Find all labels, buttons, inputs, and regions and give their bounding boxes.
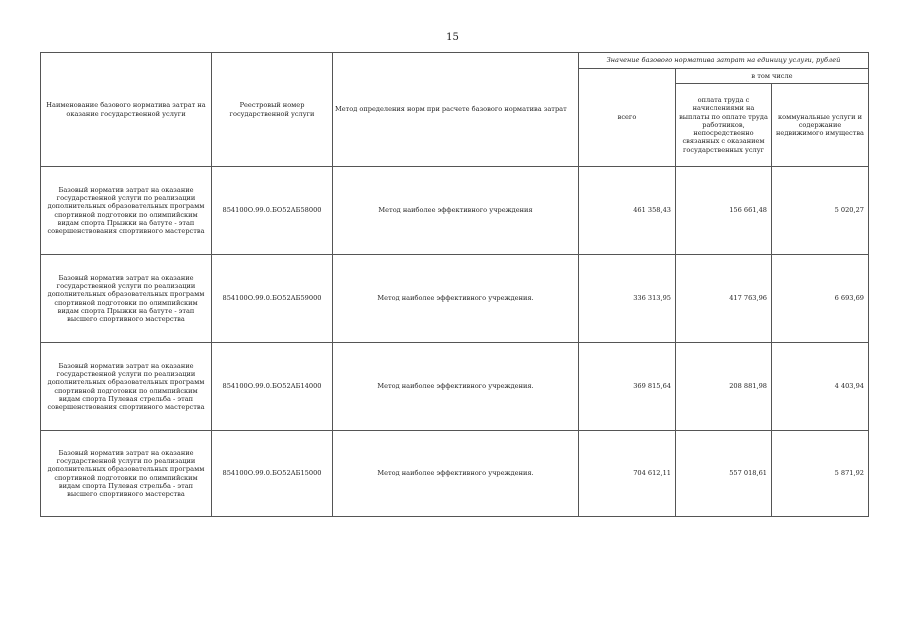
header-method: Метод определения норм при расчете базового норматива затрат	[333, 53, 579, 167]
row-method: Метод наиболее эффективного учреждения.	[333, 431, 579, 517]
row-method: Метод наиболее эффективного учреждения	[333, 167, 579, 255]
row-utilities: 5 871,92	[772, 431, 869, 517]
row-registry-number: 854100О.99.0.БО52АБ59000	[212, 255, 333, 343]
row-name: Базовый норматив затрат на оказание государственной услуги по реализации дополнительных образовательных программ спортивной подготовки по олимпийским видам спорта Пулевая стрельба - этап совершенствования спортивного мастерства	[41, 343, 212, 431]
header-total: всего	[579, 69, 676, 167]
table-row	[41, 431, 869, 517]
header-including: в том числе	[676, 69, 869, 84]
row-registry-number: 854100О.99.0.БО52АБ14000	[212, 343, 333, 431]
row-name: Базовый норматив затрат на оказание государственной услуги по реализации дополнительных образовательных программ спортивной подготовки по олимпийским видам спорта Прыжки на батуте - этап высшего спортивного мастерства	[41, 255, 212, 343]
row-method: Метод наиболее эффективного учреждения.	[333, 255, 579, 343]
row-utilities: 5 020,27	[772, 167, 869, 255]
row-utilities: 6 693,69	[772, 255, 869, 343]
row-utilities: 4 403,94	[772, 343, 869, 431]
row-salary: 208 881,98	[676, 343, 772, 431]
header-name: Наименование базового норматива затрат на оказание государственной услуги	[41, 53, 212, 167]
header-registry-number: Реестровый номер государственной услуги	[212, 53, 333, 167]
row-salary: 417 763,96	[676, 255, 772, 343]
row-name: Базовый норматив затрат на оказание государственной услуги по реализации дополнительных образовательных программ спортивной подготовки по олимпийским видам спорта Прыжки на батуте - этап совершенствования спортивного мастерства	[41, 167, 212, 255]
row-total: 369 815,64	[579, 343, 676, 431]
row-method: Метод наиболее эффективного учреждения.	[333, 343, 579, 431]
cost-norms-table	[40, 52, 869, 517]
row-registry-number: 854100О.99.0.БО52АБ15000	[212, 431, 333, 517]
table-row	[41, 343, 869, 431]
page-number: 15	[446, 32, 459, 43]
row-salary: 156 661,48	[676, 167, 772, 255]
table-row	[41, 255, 869, 343]
header-utilities: коммунальные услуги и содержание недвижимого имущества	[772, 84, 869, 167]
header-row-top	[41, 53, 869, 69]
row-total: 704 612,11	[579, 431, 676, 517]
row-total: 336 313,95	[579, 255, 676, 343]
row-registry-number: 854100О.99.0.БО52АБ58000	[212, 167, 333, 255]
row-total: 461 358,43	[579, 167, 676, 255]
header-value-group: Значение базового норматива затрат на единицу услуги, рублей	[579, 53, 869, 69]
row-name: Базовый норматив затрат на оказание государственной услуги по реализации дополнительных образовательных программ спортивной подготовки по олимпийским видам спорта Пулевая стрельба - этап высшего спортивного мастерства	[41, 431, 212, 517]
header-salary: оплата труда с начислениями на выплаты по оплате труда работников, непосредственно связанных с оказанием государственных услуг	[676, 84, 772, 167]
table-row	[41, 167, 869, 255]
row-salary: 557 018,61	[676, 431, 772, 517]
